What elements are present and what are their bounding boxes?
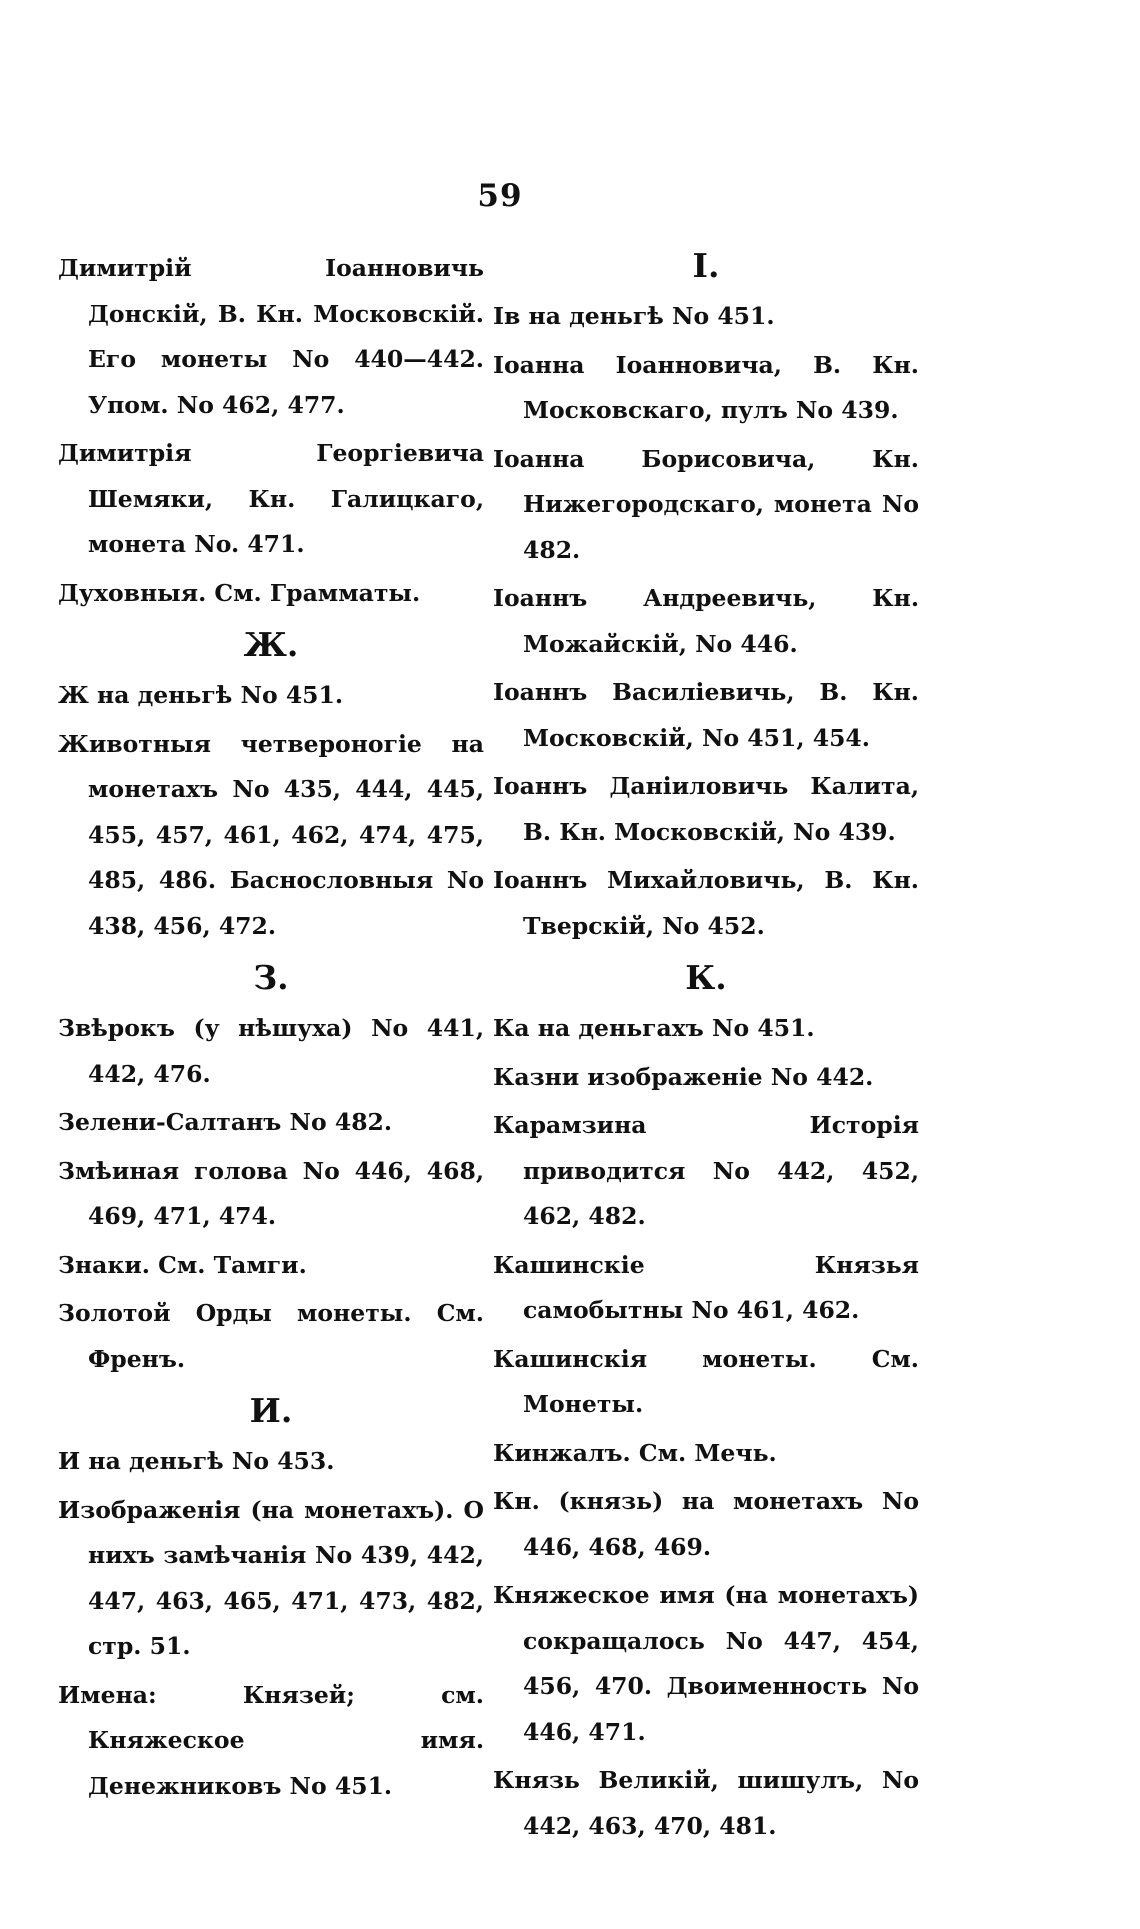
index-entry — [58, 1149, 484, 1240]
section-heading: К. — [685, 958, 727, 997]
entry-text: Іоаннъ Андреевичь, Кн. Можайскій, No 446. — [493, 584, 919, 658]
index-entry — [493, 294, 919, 340]
entry-text: Имена: Князей; см. Княжеское имя. Денежниковъ No 451. — [58, 1680, 484, 1800]
index-entry — [58, 1100, 484, 1146]
index-entry — [58, 1243, 484, 1289]
index-entry — [493, 1055, 919, 1101]
entry-text: Звѣрокъ (у нѣшуха) No 441, 442, 476. — [58, 1014, 484, 1088]
index-entry — [58, 571, 484, 617]
entry-text: И на деньгѣ No 453. — [58, 1447, 335, 1475]
entry-text: Золотой Орды монеты. См. Френъ. — [58, 1299, 484, 1373]
entry-text: Знаки. См. Тамги. — [58, 1250, 307, 1279]
entry-text: Ка на деньгахъ No 451. — [493, 1014, 815, 1042]
index-entry — [58, 1488, 484, 1670]
entry-text: Іоаннъ Михайловичь, В. Кн. Тверскій, No 452. — [493, 866, 919, 940]
entry-text: Іоанна Іоанновича, В. Кн. Московскаго, пулъ No 439. — [493, 350, 919, 424]
entry-text: Іоаннъ Василіевичь, В. Кн. Московскій, No 451, 454. — [493, 678, 919, 752]
index-entry — [58, 1291, 484, 1382]
index-entry — [493, 858, 919, 949]
entry-text: Димитрія Георгіевича Шемяки, Кн. Галицкаго, монета No. 471. — [58, 439, 484, 558]
index-entry — [58, 246, 484, 428]
index-entry — [493, 1103, 919, 1240]
entry-text: Животныя четвероногіе на монетахъ No 435, 444, 445, 455, 457, 461, 462, 474, 475, 485, 486. Баснословныя No 438, 456, 472. — [58, 729, 484, 940]
index-entry — [58, 1673, 484, 1810]
entry-text: Іоанна Борисовича, Кн. Нижегородскаго, монета No 482. — [493, 444, 919, 564]
entry-text: Ів на деньгѣ No 451. — [493, 302, 775, 330]
entry-text: Іоаннъ Даніиловичь Калита, В. Кн. Московскій, No 439. — [493, 772, 919, 846]
entry-text: Димитрій Іоанновичь Донскій, В. Кн. Московскій. Его монеты No 440—442. Упом. No 462, 477. — [58, 254, 484, 419]
index-entry — [493, 1479, 919, 1570]
entry-text: Княжеское имя (на монетахъ) сокращалось No 447, 454, 456, 470. Двоименность No 446, 471. — [493, 1581, 919, 1746]
entry-text: Ж на деньгѣ No 451. — [58, 681, 344, 709]
index-entry — [58, 722, 484, 950]
index-entry — [493, 1243, 919, 1334]
section-heading: Ж. — [243, 625, 299, 664]
index-entry — [493, 1758, 919, 1849]
right-column — [493, 246, 919, 1852]
entry-text: Духовныя. См. Грамматы. — [58, 578, 421, 607]
section-heading: З. — [253, 958, 289, 997]
entry-text: Кашинскія монеты. См. Монеты. — [493, 1344, 919, 1418]
entry-text: Кн. (князь) на монетахъ No 446, 468, 469. — [493, 1487, 919, 1561]
index-entry — [493, 764, 919, 855]
index-entry — [493, 1337, 919, 1428]
index-entry — [493, 343, 919, 434]
left-column — [58, 246, 484, 1812]
entry-text: Карамзина Исторія приводится No 442, 452, 462, 482. — [493, 1111, 919, 1230]
entry-text: Зелени-Салтанъ No 482. — [58, 1108, 393, 1136]
index-entry — [493, 1573, 919, 1755]
section-heading: И. — [249, 1391, 293, 1430]
index-entry — [493, 576, 919, 667]
entry-text: Казни изображеніе No 442. — [493, 1062, 874, 1091]
entry-text: Змѣиная голова No 446, 468, 469, 471, 474. — [58, 1156, 484, 1230]
page-number: 59 — [477, 178, 523, 214]
index-entry — [493, 670, 919, 761]
index-entry — [493, 1006, 919, 1052]
index-entry — [58, 1439, 484, 1485]
index-entry — [493, 1431, 919, 1477]
entry-text: Изображенія (на монетахъ). О нихъ замѣчанія No 439, 442, 447, 463, 465, 471, 473, 482, стр. 51. — [58, 1495, 484, 1660]
index-entry — [58, 431, 484, 568]
index-entry — [493, 437, 919, 574]
index-entry — [58, 1006, 484, 1097]
entry-text: Кинжалъ. См. Мечь. — [493, 1438, 777, 1467]
section-heading: I. — [692, 246, 720, 285]
entry-text: Кашинскіе Князья самобытны No 461, 462. — [493, 1250, 919, 1324]
entry-text: Князь Великій, шишулъ, No 442, 463, 470, 481. — [493, 1766, 919, 1840]
index-entry — [58, 673, 484, 719]
